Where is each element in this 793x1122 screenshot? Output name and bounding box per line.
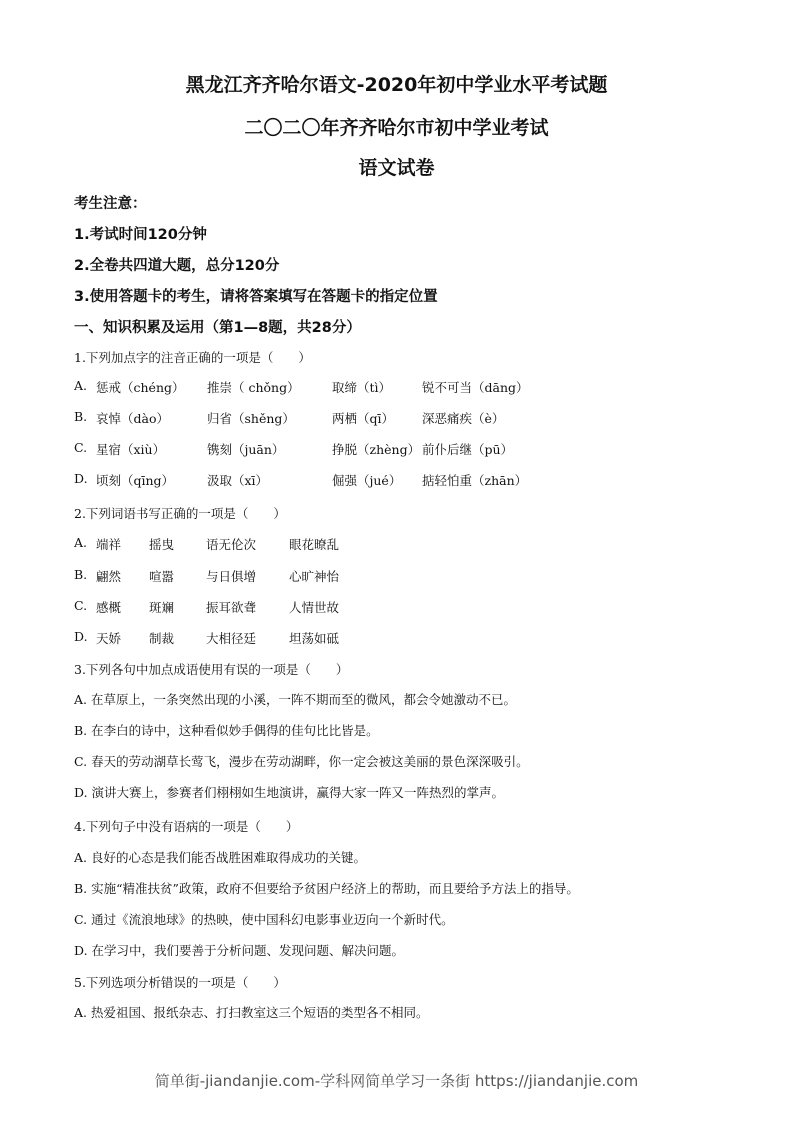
option-item: 两栖（qī）	[332, 411, 394, 426]
option-item: 制裁	[149, 631, 175, 646]
option-item: 星宿（xiù）	[96, 442, 166, 457]
option-letter: D.	[74, 629, 88, 644]
option: B. 实施“精准扶贫”政策，政府不但要给予贫困户经济上的帮助，而且要给予方法上的指导。	[74, 881, 579, 896]
option-letter: A.	[74, 535, 88, 550]
option: C. 通过《流浪地球》的热映，使中国科幻电影事业迈向一个新时代。	[74, 912, 454, 927]
option-item: 取缔（tì）	[332, 380, 392, 395]
option-item: 振耳欲聋	[206, 600, 257, 615]
option-item: 倔强（jué）	[332, 473, 402, 488]
option: D. 演讲大赛上，参赛者们栩栩如生地演讲，赢得大家一阵又一阵热烈的掌声。	[74, 785, 505, 800]
option-item: 深恶痛疾（è）	[422, 411, 505, 426]
option-item: 挣脱（zhèng）	[332, 442, 421, 457]
section-heading: 一、知识积累及运用（第1—8题，共28分）	[74, 320, 361, 336]
option-item: 坦荡如砥	[289, 631, 340, 646]
option-item: 心旷神怡	[289, 569, 340, 584]
option-letter: C.	[74, 598, 88, 613]
option-item: 归省（shěng）	[207, 411, 295, 426]
option-item: 斑斓	[149, 600, 175, 615]
exam-title: 二〇二〇年齐齐哈尔市初中学业考试	[244, 117, 549, 139]
option-letter: C.	[74, 440, 88, 455]
option-item: 顷刻（qīng）	[96, 473, 175, 488]
option-item: 惩戒（chéng）	[96, 380, 185, 395]
question-3: 3.下列各句中加点成语使用有误的一项是（ ）	[74, 662, 349, 677]
option-item: 端祥	[96, 537, 122, 552]
option-item: 掂轻怕重（zhān）	[422, 473, 528, 488]
option-item: 前仆后继（pū）	[422, 442, 514, 457]
option-item: 锐不可当（dāng）	[422, 380, 529, 395]
option-item: 语无伦次	[206, 537, 257, 552]
option-letter: B.	[74, 567, 88, 582]
option: D. 在学习中，我们要善于分析问题、发现问题、解决问题。	[74, 943, 405, 958]
option: C. 春天的劳动湖草长莺飞，漫步在劳动湖畔，你一定会被这美丽的景色深深吸引。	[74, 754, 529, 769]
paper-title: 语文试卷	[358, 157, 435, 179]
option-item: 喧嚣	[149, 569, 175, 584]
option-item: 镌刻（juān）	[207, 442, 285, 457]
notice-item: 2.全卷共四道大题，总分120分	[74, 258, 280, 274]
option-item: 翩然	[96, 569, 122, 584]
option-item: 摇曳	[149, 537, 175, 552]
question-2: 2.下列词语书写正确的一项是（ ）	[74, 506, 286, 521]
option-letter: A.	[74, 378, 88, 393]
notice-item: 1.考试时间120分钟	[74, 227, 207, 243]
question-1: 1.下列加点字的注音正确的一项是（ ）	[74, 350, 311, 365]
question-5: 5.下列选项分析错误的一项是（ ）	[74, 975, 286, 990]
notice-item: 3.使用答题卡的考生，请将答案填写在答题卡的指定位置	[74, 289, 438, 305]
option-item: 与日俱增	[206, 569, 257, 584]
option-item: 天娇	[96, 631, 122, 646]
footer-watermark: 简单街-jiandanjie.com-学科网简单学习一条街 https://jiandanjie.com	[154, 1072, 639, 1090]
doc-title: 黑龙江齐齐哈尔语文-2020年初中学业水平考试题	[185, 74, 608, 96]
option-item: 大相径廷	[206, 631, 257, 646]
option: A. 在草原上，一条突然出现的小溪，一阵不期而至的微风，都会令她激动不已。	[74, 692, 516, 707]
notice-heading: 考生注意：	[74, 196, 147, 212]
option-item: 哀悼（dào）	[96, 411, 169, 426]
question-4: 4.下列句子中没有语病的一项是（ ）	[74, 819, 299, 834]
option: A. 良好的心态是我们能否战胜困难取得成功的关键。	[74, 850, 366, 865]
option: B. 在李白的诗中，这种看似妙手偶得的佳句比比皆是。	[74, 723, 379, 738]
option-letter: B.	[74, 409, 88, 424]
option-item: 汲取（xī）	[207, 473, 269, 488]
option: A. 热爱祖国、报纸杂志、打扫教室这三个短语的类型各不相同。	[74, 1005, 429, 1020]
option-item: 眼花暸乱	[289, 537, 340, 552]
option-item: 人情世故	[289, 600, 340, 615]
option-item: 推崇（ chǒng）	[207, 380, 300, 395]
option-item: 感概	[96, 600, 122, 615]
option-letter: D.	[74, 471, 88, 486]
